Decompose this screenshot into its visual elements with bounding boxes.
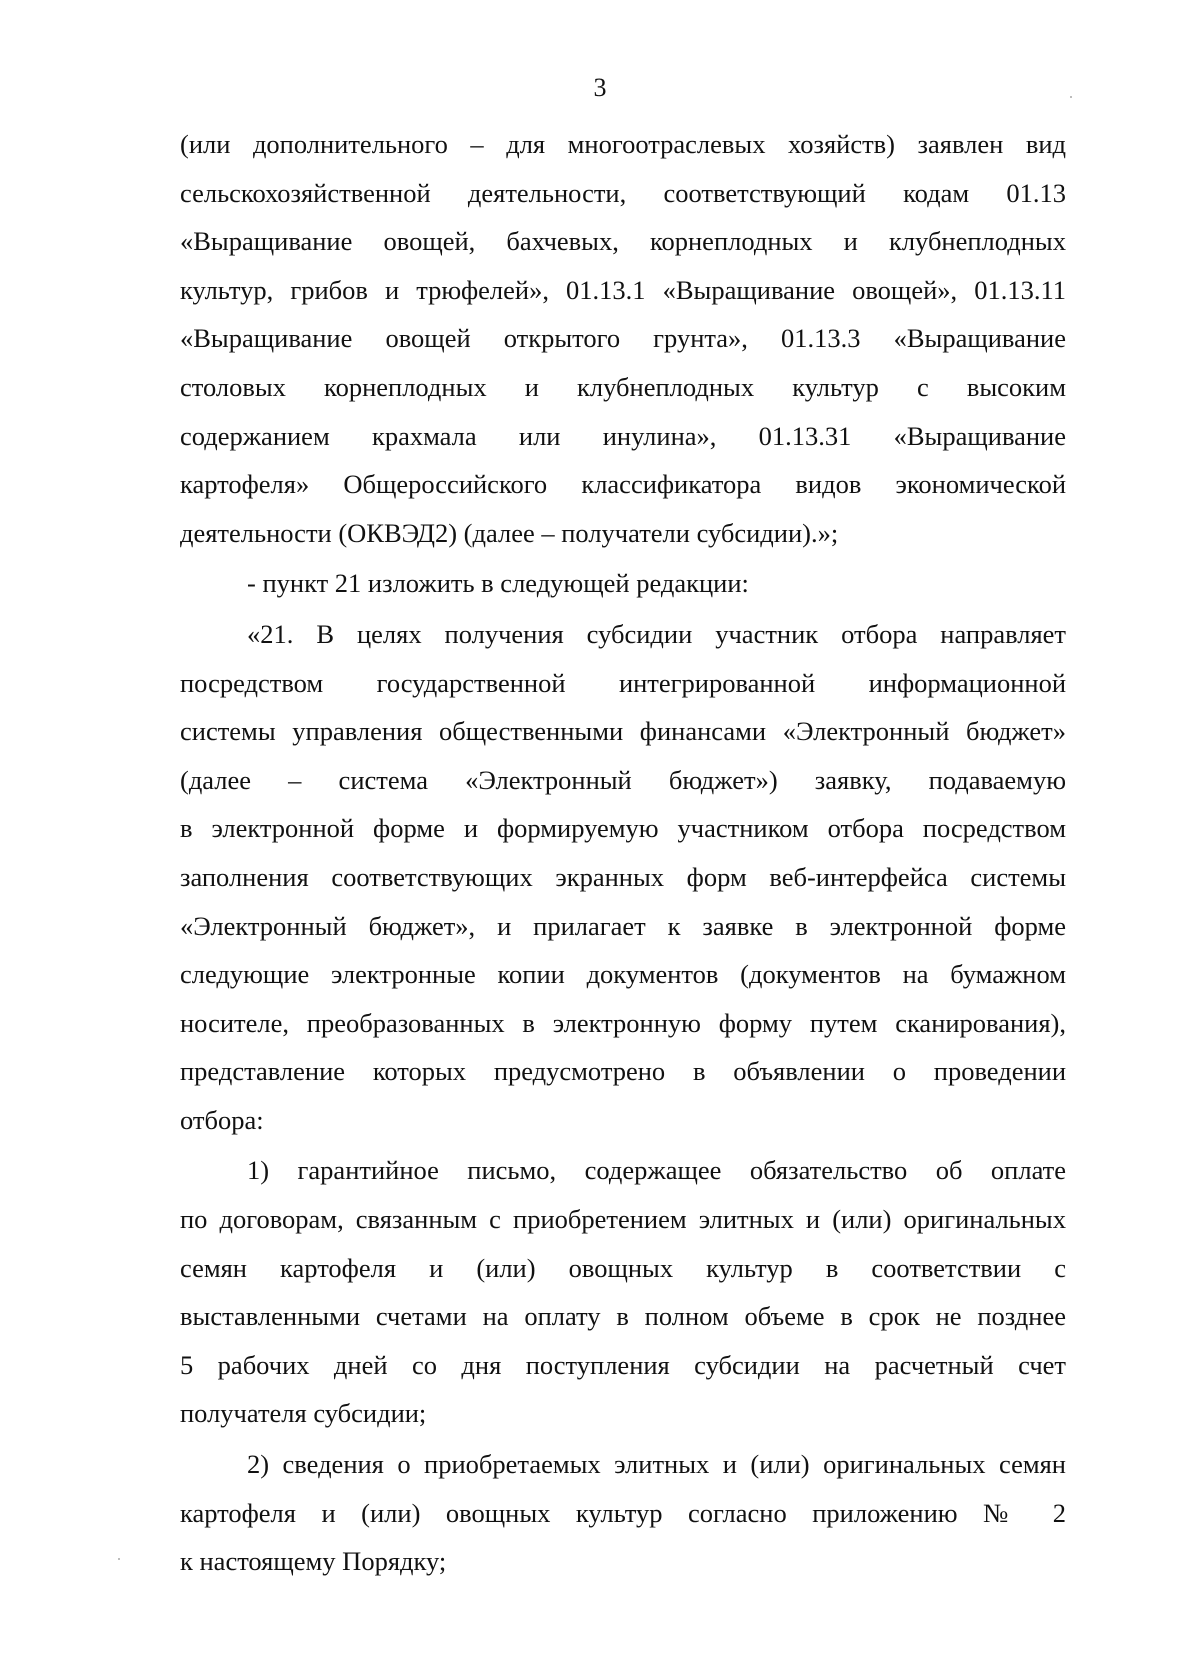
text-line: получателя субсидии; xyxy=(180,1398,427,1429)
page-number: 3 xyxy=(593,73,607,102)
text-line: заполнения соответствующих экранных форм веб-интерфейса системы xyxy=(180,861,1066,892)
text-line: культур, грибов и трюфелей», 01.13.1 «Выращивание овощей», 01.13.11 xyxy=(180,274,1066,305)
text-line: (далее – система «Электронный бюджет») заявку, подаваемую xyxy=(180,764,1066,795)
list-item-2: 2) сведения о приобретаемых элитных и (или) оригинальных семян xyxy=(247,1449,1066,1480)
paragraph-start: «21. В целях получения субсидии участник отбора направляет xyxy=(247,618,1066,649)
text-line: посредством государственной интегрированной информационной xyxy=(180,667,1066,698)
scan-speck xyxy=(1070,96,1072,98)
text-line: представление которых предусмотрено в объявлении о проведении xyxy=(180,1056,1066,1087)
text-line: картофеля» Общероссийского классификатора видов экономической xyxy=(180,469,1066,500)
text-line: следующие электронные копии документов (документов на бумажном xyxy=(180,959,1066,990)
text-line: отбора: xyxy=(180,1104,264,1135)
text-line: содержанием крахмала или инулина», 01.13.31 «Выращивание xyxy=(180,420,1066,451)
text-line: носителе, преобразованных в электронную форму путем сканирования), xyxy=(180,1007,1066,1038)
list-item-1: 1) гарантийное письмо, содержащее обязательство об оплате xyxy=(247,1155,1066,1186)
text-line: «Выращивание овощей открытого грунта», 01.13.3 «Выращивание xyxy=(180,323,1066,354)
text-line: по договорам, связанным с приобретением элитных и (или) оригинальных xyxy=(180,1204,1066,1235)
document-body xyxy=(180,120,1066,1586)
text-line: семян картофеля и (или) овощных культур в соответствии с xyxy=(180,1252,1066,1283)
scan-speck xyxy=(118,1558,120,1560)
text-line: столовых корнеплодных и клубнеплодных культур с высоким xyxy=(180,371,1066,402)
text-line: в электронной форме и формируемую участником отбора посредством xyxy=(180,813,1066,844)
text-line: выставленными счетами на оплату в полном объеме в срок не позднее xyxy=(180,1301,1066,1332)
text-line: (или дополнительного – для многоотраслевых хозяйств) заявлен вид xyxy=(180,129,1066,159)
paragraph-start: - пункт 21 изложить в следующей редакции: xyxy=(247,568,749,599)
text-line: картофеля и (или) овощных культур согласно приложению № 2 xyxy=(180,1497,1066,1528)
text-line: сельскохозяйственной деятельности, соответствующий кодам 01.13 xyxy=(180,177,1066,208)
text-line: деятельности (ОКВЭД2) (далее – получатели субсидии).»; xyxy=(180,517,839,548)
text-line: системы управления общественными финансами «Электронный бюджет» xyxy=(180,716,1066,747)
text-line: «Электронный бюджет», и прилагает к заявке в электронной форме xyxy=(180,910,1066,941)
text-line: «Выращивание овощей, бахчевых, корнеплодных и клубнеплодных xyxy=(180,226,1066,257)
text-line: 5 рабочих дней со дня поступления субсидии на расчетный счет xyxy=(180,1349,1066,1380)
text-line: к настоящему Порядку; xyxy=(180,1546,447,1577)
